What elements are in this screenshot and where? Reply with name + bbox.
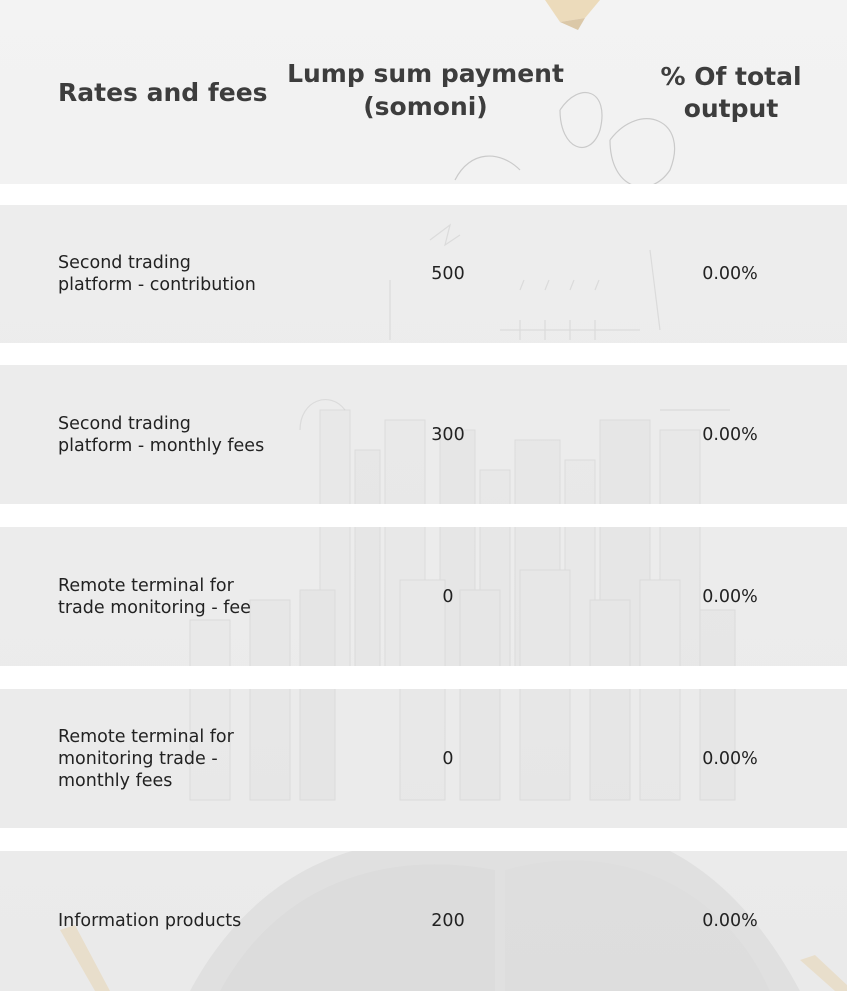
- row-name-cell: [58, 527, 298, 666]
- header-lump-sum: [283, 0, 568, 123]
- row-name-line: platform - monthly fees: [58, 435, 265, 456]
- row-amount: 0: [442, 586, 454, 607]
- row-separator: [0, 343, 847, 365]
- row-name-line: trade monitoring - fee: [58, 597, 251, 618]
- row-name-cell: [58, 689, 298, 828]
- row-amount: 0: [442, 748, 454, 769]
- table-row: [0, 205, 847, 343]
- row-name-cell: [58, 851, 318, 991]
- header-pct-line2: output: [683, 94, 779, 123]
- row-separator: [0, 184, 847, 205]
- header-percent-label: [660, 61, 801, 125]
- row-amount-cell: [298, 527, 598, 666]
- header-lump-line2: (somoni): [363, 92, 488, 121]
- row-name-line: Information products: [58, 911, 242, 931]
- row-percent-cell: [650, 205, 810, 343]
- row-name-line: Second trading: [58, 413, 191, 434]
- row-percent-cell: [650, 689, 810, 828]
- row-name: [58, 413, 264, 457]
- row-separator: [0, 666, 847, 689]
- row-percent: 0.00%: [702, 911, 758, 931]
- row-name-line: monitoring trade -: [58, 748, 218, 769]
- header-rates-and-fees: [58, 0, 298, 184]
- table-row: [0, 689, 847, 828]
- row-percent: 0.00%: [702, 424, 758, 445]
- row-amount: 500: [431, 264, 465, 284]
- row-amount: 200: [431, 911, 465, 931]
- header-rates-label: Rates and fees: [58, 77, 268, 107]
- row-name-cell: [58, 205, 298, 343]
- row-name: [58, 252, 256, 296]
- row-percent: 0.00%: [702, 264, 758, 284]
- row-separator: [0, 828, 847, 851]
- row-separator: [0, 504, 847, 527]
- row-amount-cell: [298, 689, 598, 828]
- header-percent: [640, 0, 822, 125]
- row-percent-cell: [650, 365, 810, 504]
- row-name-cell: [58, 365, 298, 504]
- row-percent: 0.00%: [702, 748, 758, 769]
- table-row: [0, 527, 847, 666]
- header-pct-line1: % Of total: [660, 62, 802, 91]
- table-row: [0, 851, 847, 991]
- row-name: [58, 910, 241, 932]
- row-percent-cell: [650, 851, 810, 991]
- row-name-line: Second trading: [58, 253, 191, 273]
- row-amount-cell: [298, 205, 598, 343]
- row-amount: 300: [431, 424, 465, 445]
- header-lump-line1: Lump sum payment: [287, 59, 564, 88]
- row-name-line: Remote terminal for: [58, 575, 234, 596]
- row-amount-cell: [298, 851, 598, 991]
- header-lump-label: [287, 57, 564, 123]
- row-name-line: monthly fees: [58, 770, 173, 791]
- row-name: [58, 575, 251, 619]
- row-percent: 0.00%: [702, 586, 758, 607]
- row-amount-cell: [298, 365, 598, 504]
- table-row: [0, 365, 847, 504]
- row-name-line: platform - contribution: [58, 275, 256, 295]
- row-name: [58, 726, 234, 792]
- row-name-line: Remote terminal for: [58, 726, 234, 747]
- table-header: [0, 0, 847, 184]
- row-percent-cell: [650, 527, 810, 666]
